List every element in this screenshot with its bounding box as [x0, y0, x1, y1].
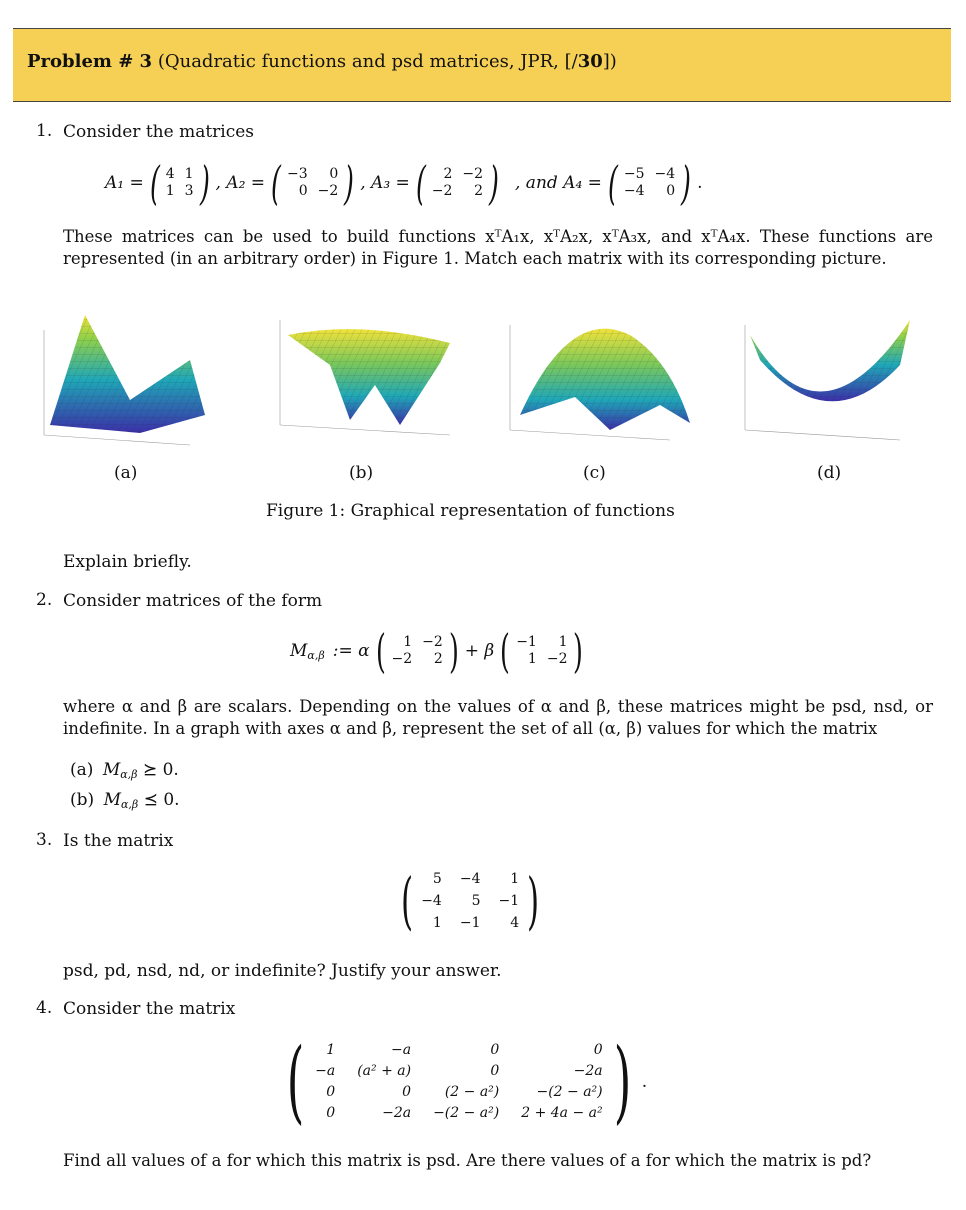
figure-1 [30, 305, 930, 465]
matrix-M1: 1 −2 −2 2 [391, 634, 443, 667]
surface-plot-a [44, 315, 205, 445]
surface-plot-b [280, 320, 450, 435]
q4-number: 4. [36, 998, 53, 1018]
q4-matrix: ( 1 −a 0 0 −a (a² + a) 0 −2a 0 0 (2 − a²) −(2 − a²) 0 −2a −(2 − a²) 2 + 4a − a² ) . [286, 1029, 648, 1134]
matrix-A1: 4 1 1 3 [165, 166, 194, 199]
problem-header [13, 28, 951, 102]
problem-close: ]) [602, 51, 617, 72]
q1-matrices: A₁ = ( 4 1 1 3 ) , A₂ = ( −3 0 0 −2 ) , A₃ = ( 2 −2 −2 2 ) , and A₄ = ( −5 −4 −4 0 ) . [105, 156, 703, 210]
matrix-A4: −5 −4 −4 0 [623, 166, 676, 199]
A3-label: , A₃ = [360, 173, 410, 193]
figure-caption: Figure 1: Graphical representation of functions [266, 501, 675, 521]
q2-number: 2. [36, 590, 53, 610]
subfig-label-d: (d) [817, 463, 842, 483]
problem-points: 30 [577, 51, 603, 72]
surface-plot-d [745, 320, 910, 440]
q2-intro: Consider matrices of the form [63, 591, 323, 611]
problem-topic: (Quadratic functions and psd matrices, JPR, [/ [157, 51, 578, 72]
matrix-A3: 2 −2 −2 2 [431, 166, 484, 199]
subfig-label-c: (c) [583, 463, 606, 483]
q2-formula: $M_{\alpha,\beta}$ := α ( 1 −2 −2 2 ) + β ( −1 1 1 −2 ) [290, 624, 584, 678]
matrix-M2: −1 1 1 −2 [516, 634, 568, 667]
M-alpha-beta: $M_{\alpha,\beta}$ [290, 640, 325, 662]
q1-text: These matrices can be used to build functions xᵀA₁x, xᵀA₂x, xᵀA₃x, and xᵀA₄x. These functions are represented (in an arbitrary order) in Figure 1. Match each matrix with its corresponding picture. [63, 227, 933, 268]
q4-period: . [641, 1072, 648, 1092]
q2-part-a: (a) $M_{\alpha,\beta}$ ⪰ 0. [70, 760, 179, 781]
A4-label: , and A₄ = [515, 173, 602, 193]
q3-intro: Is the matrix [63, 831, 174, 851]
A1-label: A₁ = [105, 173, 144, 193]
matrix-A2: −3 0 0 −2 [287, 166, 339, 199]
q3-question: psd, pd, nsd, nd, or indefinite? Justify your answer. [63, 961, 502, 981]
subfig-label-b: (b) [349, 463, 374, 483]
matrix-3x3: 5 −4 1 −4 5 −1 1 −1 4 [421, 871, 520, 931]
assign-alpha: := α [332, 641, 370, 661]
q4-question: Find all values of a for which this matrix is psd. Are there values of a for which the matrix is pd? [63, 1151, 872, 1170]
surface-plot-c [510, 325, 690, 440]
q2-text: where α and β are scalars. Depending on the values of α and β, these matrices might be psd, nsd, or indefinite. In a graph with axes α and β, represent the set of all (α, β) values for which the matrix [63, 697, 933, 738]
q1-number: 1. [36, 121, 53, 141]
plus-beta: + β [464, 641, 495, 661]
q2-part-b: (b) $M_{\alpha,\beta}$ ⪯ 0. [70, 790, 180, 811]
matrices-period: . [697, 173, 703, 193]
A2-label: , A₂ = [215, 173, 266, 193]
q1-intro: Consider the matrices [63, 122, 255, 142]
problem-number: Problem # 3 [27, 51, 153, 72]
q3-number: 3. [36, 830, 53, 850]
matrix-4x4: 1 −a 0 0 −a (a² + a) 0 −2a 0 0 (2 − a²) −(2 − a²) 0 −2a −(2 − a²) 2 + 4a − a² [315, 1042, 603, 1121]
q3-matrix: ( 5 −4 1 −4 5 −1 1 −1 4 ) [401, 864, 540, 937]
q4-intro: Consider the matrix [63, 999, 236, 1019]
subfig-label-a: (a) [114, 463, 138, 483]
q1-explain: Explain briefly. [63, 552, 192, 572]
